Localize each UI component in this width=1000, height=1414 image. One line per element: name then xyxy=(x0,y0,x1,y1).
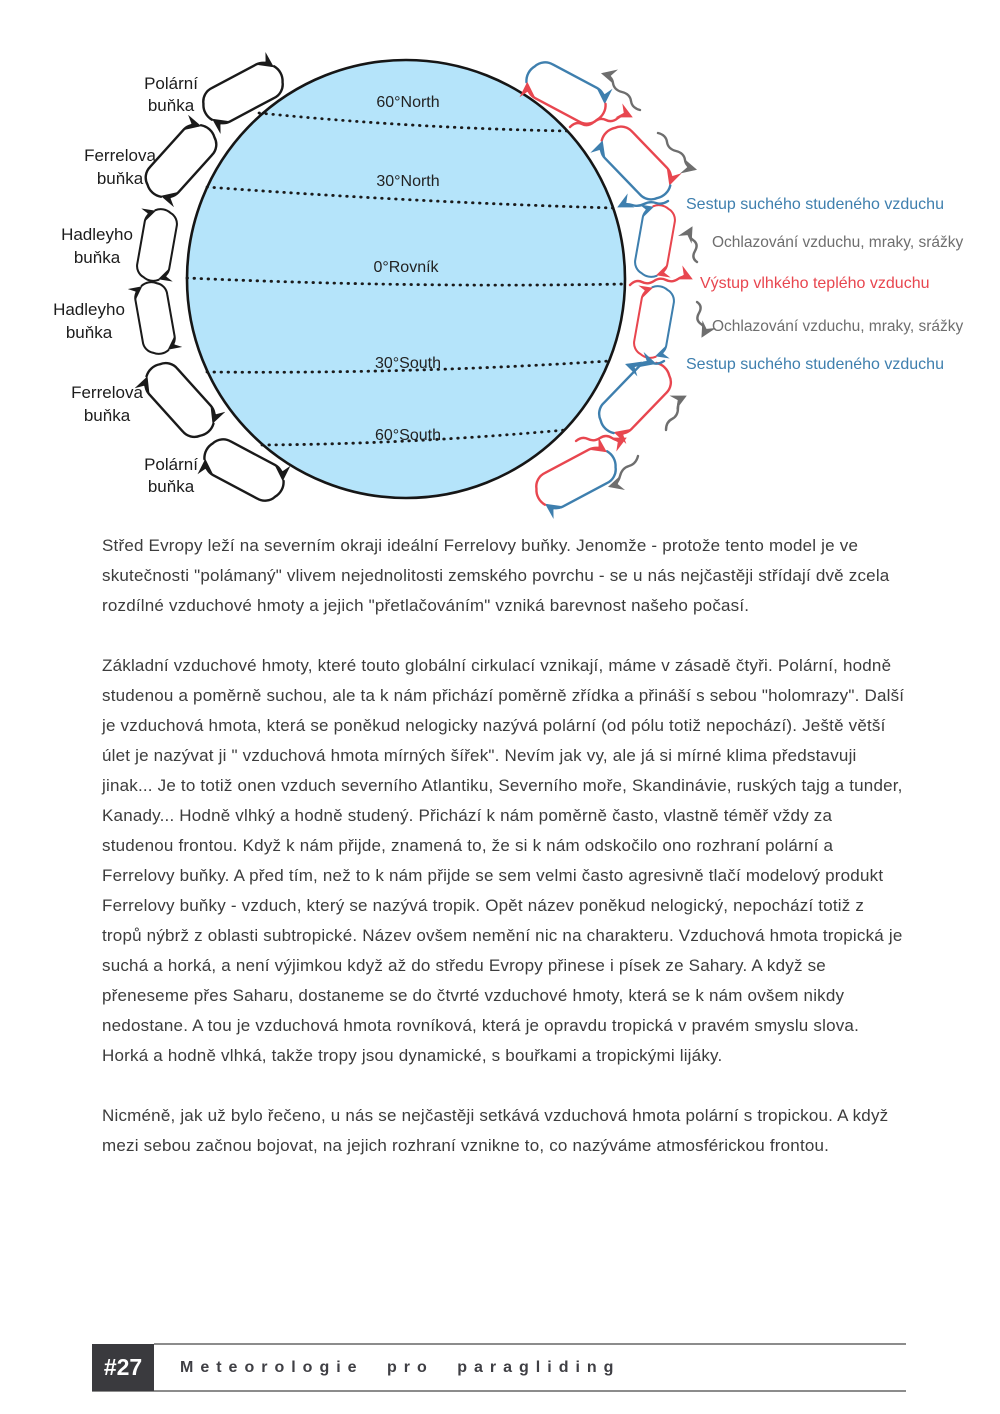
descent-south-label: Sestup suchého studeného vzduchu xyxy=(686,356,944,373)
cooling-south-label: Ochlazování vzduchu, mraky, srážky xyxy=(712,318,964,335)
polar-cell-south-label: Polární xyxy=(144,455,198,474)
flow-labels xyxy=(686,196,963,373)
cooling-arrow-top-north xyxy=(604,74,640,110)
warm-ascent-arrow-equator xyxy=(630,277,690,285)
latitude-label-60n: 60°North xyxy=(376,94,440,111)
article-body xyxy=(102,531,908,1191)
cooling-north-label: Ochlazování vzduchu, mraky, srážky xyxy=(712,234,964,251)
polar-cell-north-label2: buňka xyxy=(147,96,195,115)
hadley-cell-south-flow xyxy=(632,284,676,361)
hadley-cell-north-flow xyxy=(633,203,677,280)
paragraph-air-masses: Základní vzduchové hmoty, které touto globální cirkulací vznikají, máme v zásadě čtyři. Polární, hodně studenou a poměrně suchou, ale ta k nám přichází poměrně zřídka a přináší s sebou "holomrazy". Další je vzduchová hmota, která se poněkud nelogicky nazývá polární (od pólu totiž nepochází). Ještě větší úlet je nazývat ji " vzduchová hmota mírných šířek". Nevím jak vy, ale já si mírné klima představuji jinak... Je to totiž onen vzduch severního Atlantiku, Severního moře, Skandinávie, ruských tajg a tunder, Kanady... Hodně vlhký a hodně studený. Přichází k nám poměrně často, vlastně téměř vždy za studenou frontou. Když k nám přijde, znamená to, že si k nám odskočilo ono rozhraní polární a Ferrelovy buňky. A před tím, než to k nám přijde se sem velmi často agresivně tlačí modelový produkt Ferrelovy buňky - vzduch, který se nazývá tropik. Opět název poněkud nelogický, nepochází totiž z tropů nýbrž z oblasti subtropické. Název ovšem nemění nic na charakteru. Vzduchová hmota tropická je suchá a horká, a není výjimkou když až do středu Evropy přinese i písek ze Sahary. A když se přeneseme přes Saharu, dostaneme se do čtvrté vzduchové hmoty, která se k nám ovšem nikdy nedostane. A tou je vzduchová hmota rovníková, která je opravdu tropická v pravém smyslu slova. Horká a hodně vlhká, takže tropy jsou dynamické, s bouřkami a tropickými lijáky. xyxy=(102,656,905,1065)
ferrel-cell-north-label2: buňka xyxy=(96,169,144,188)
hadley-cell-south-loop xyxy=(133,280,177,357)
descent-north-label: Sestup suchého studeného vzduchu xyxy=(686,196,944,213)
latitude-label-60s: 60°South xyxy=(374,427,442,444)
paragraph-ferrel-cell: Střed Evropy leží na severním okraji ideální Ferrelovy buňky. Jenomže - protože tento model je ve skutečnosti "polámaný" vlivem nejednolitosti zemského povrchu - se u nás nejčastěji střídají dvě zcela rozdílné vzduchové hmoty a jejich "přetlačováním" vzniká barevnost našeho počasí. xyxy=(102,536,890,615)
polar-cell-south-label2: buňka xyxy=(147,477,195,496)
latitude-label-30s: 30°South xyxy=(374,355,442,372)
page-footer xyxy=(92,1343,906,1392)
hadley-cell-north-label: Hadleyho xyxy=(61,225,133,244)
cooling-arrow-ferrel-south xyxy=(666,397,684,430)
warm-ascent-arrow-60s xyxy=(576,436,624,441)
global-circulation-diagram xyxy=(0,0,1000,530)
polar-cell-south-flow xyxy=(529,441,622,515)
ferrel-cell-south-label: Ferrelova xyxy=(71,383,143,402)
latitude-label-30n: 30°North xyxy=(376,173,440,190)
hadley-cell-north-label2: buňka xyxy=(73,248,121,267)
cold-descent-arrow-30s xyxy=(628,361,664,366)
hadley-cell-north-loop xyxy=(135,207,179,284)
cooling-arrow-hadley-south xyxy=(697,302,705,335)
polar-cell-north-label: Polární xyxy=(144,74,198,93)
cooling-arrow-hadley-north xyxy=(689,229,697,262)
book-title: Meteorologie pro paragliding xyxy=(180,1358,621,1376)
ferrel-cell-north-label: Ferrelova xyxy=(84,146,156,165)
hadley-cell-south-label2: buňka xyxy=(65,323,113,342)
chapter-number-badge: #27 xyxy=(92,1344,154,1391)
hadley-cell-south-label: Hadleyho xyxy=(53,300,125,319)
ascent-equator-label: Výstup vlhkého teplého vzduchu xyxy=(700,275,930,292)
ferrel-cell-south-label2: buňka xyxy=(83,406,131,425)
paragraph-atmospheric-front: Nicméně, jak už bylo řečeno, u nás se nejčastěji setkává vzduchová hmota polární s tropickou. A když mezi sebou začnou bojovat, na jejich rozhraní vznikne to, co nazýváme atmosférickou frontou. xyxy=(102,1106,889,1155)
latitude-label-equator: 0°Rovník xyxy=(373,259,439,276)
